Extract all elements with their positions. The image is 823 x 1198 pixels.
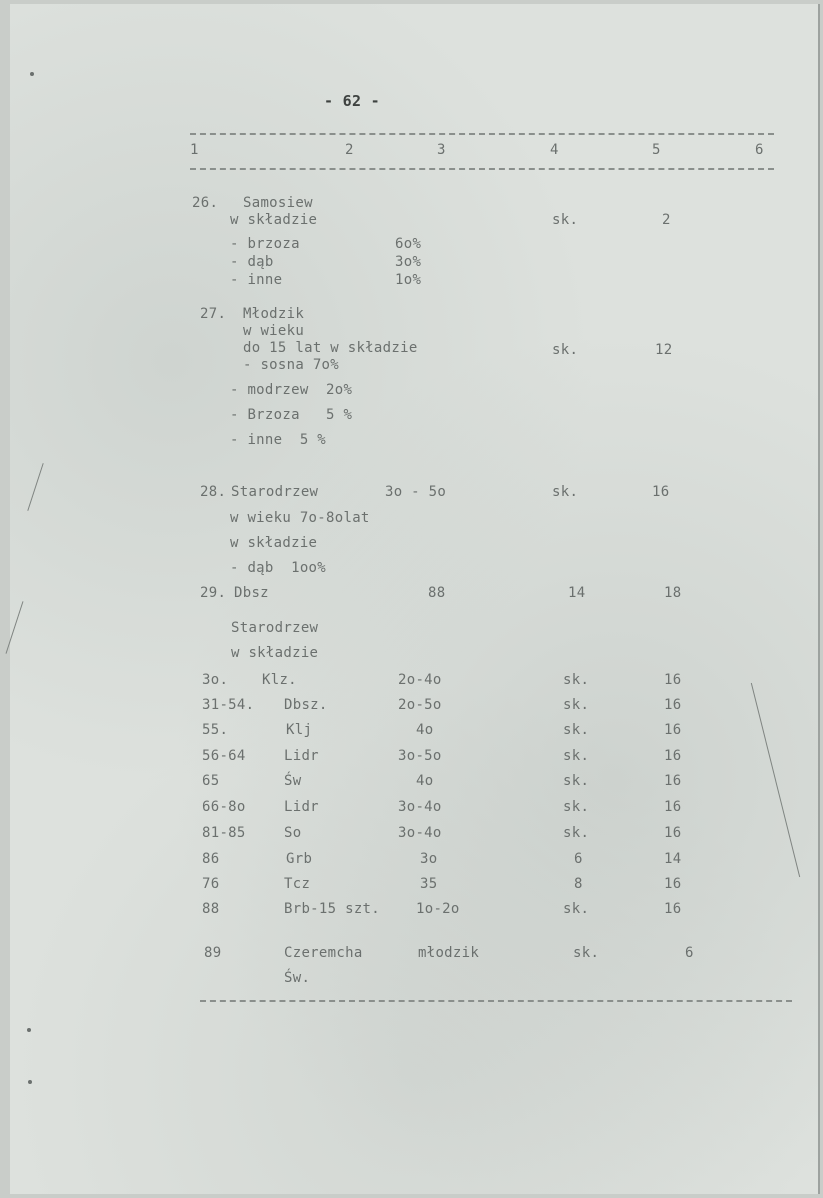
entry-line: w składzie bbox=[230, 212, 318, 228]
row-age: 3o-4o bbox=[398, 825, 442, 841]
row-age: 3o-5o bbox=[398, 748, 442, 764]
entry-name: Dbsz bbox=[234, 585, 269, 601]
row-age: 2o-4o bbox=[398, 672, 442, 688]
row-col4: sk. bbox=[563, 722, 590, 738]
row-col5: 16 bbox=[664, 825, 682, 841]
row-number: 86 bbox=[202, 851, 220, 867]
row-col5: 16 bbox=[664, 876, 682, 892]
row-number: 56-64 bbox=[202, 748, 246, 764]
row-species: So bbox=[284, 825, 302, 841]
row-number: 89 bbox=[204, 945, 222, 961]
row-col5: 6 bbox=[685, 945, 694, 961]
entry-line: w składzie bbox=[231, 645, 319, 661]
entry-share: 1o% bbox=[395, 272, 422, 288]
margin-mark bbox=[28, 1080, 32, 1084]
row-col4: sk. bbox=[573, 945, 600, 961]
entry-line: - dąb bbox=[230, 254, 274, 270]
row-age: 1o-2o bbox=[416, 901, 460, 917]
row-species: Lidr bbox=[284, 748, 319, 764]
entry-line: w wieku bbox=[243, 323, 305, 339]
row-number: 88 bbox=[202, 901, 220, 917]
entry-number: 26. bbox=[192, 195, 219, 211]
row-species: Lidr bbox=[284, 799, 319, 815]
row-col5: 16 bbox=[664, 748, 682, 764]
entry-col4: 14 bbox=[568, 585, 586, 601]
row-col4: sk. bbox=[563, 799, 590, 815]
row-age: 3o-4o bbox=[398, 799, 442, 815]
entry-col4: sk. bbox=[552, 212, 579, 228]
entry-line: - inne bbox=[230, 272, 283, 288]
entry-line: Młodzik bbox=[243, 306, 305, 322]
margin-mark bbox=[30, 72, 34, 76]
entry-line: - modrzew 2o% bbox=[230, 382, 353, 398]
entry-number: 27. bbox=[200, 306, 227, 322]
page-number: - 62 - bbox=[324, 92, 380, 110]
entry-line: w składzie bbox=[230, 535, 318, 551]
column-header-6: 6 bbox=[755, 142, 764, 158]
row-col4: sk. bbox=[563, 697, 590, 713]
row-species: Dbsz. bbox=[284, 697, 328, 713]
header-rule-top bbox=[190, 133, 774, 135]
row-number: 81-85 bbox=[202, 825, 246, 841]
column-header-5: 5 bbox=[652, 142, 661, 158]
row-species-continued: Św. bbox=[284, 970, 311, 986]
entry-line: Starodrzew bbox=[231, 620, 319, 636]
entry-line: - brzoza bbox=[230, 236, 300, 252]
entry-number: 29. bbox=[200, 585, 227, 601]
row-col5: 16 bbox=[664, 773, 682, 789]
row-species: Czeremcha bbox=[284, 945, 363, 961]
row-age: młodzik bbox=[418, 945, 480, 961]
margin-mark bbox=[27, 1028, 31, 1032]
row-age: 2o-5o bbox=[398, 697, 442, 713]
entry-line: Samosiew bbox=[243, 195, 313, 211]
row-age: 4o bbox=[416, 722, 434, 738]
row-number: 66-8o bbox=[202, 799, 246, 815]
row-col4: 8 bbox=[574, 876, 583, 892]
row-col5: 16 bbox=[664, 672, 682, 688]
row-number: 55. bbox=[202, 722, 229, 738]
row-age: 4o bbox=[416, 773, 434, 789]
entry-line: - dąb 1oo% bbox=[230, 560, 327, 576]
row-col5: 16 bbox=[664, 722, 682, 738]
row-col4: sk. bbox=[563, 901, 590, 917]
row-col5: 16 bbox=[664, 697, 682, 713]
row-species: Brb-15 szt. bbox=[284, 901, 381, 917]
row-number: 76 bbox=[202, 876, 220, 892]
row-col4: sk. bbox=[563, 672, 590, 688]
column-header-2: 2 bbox=[345, 142, 354, 158]
entry-col3: 3o - 5o bbox=[385, 484, 447, 500]
row-number: 31-54. bbox=[202, 697, 255, 713]
entry-col4: sk. bbox=[552, 342, 579, 358]
row-col4: 6 bbox=[574, 851, 583, 867]
row-species: Klz. bbox=[262, 672, 297, 688]
row-col4: sk. bbox=[563, 825, 590, 841]
row-col5: 16 bbox=[664, 901, 682, 917]
entry-col4: sk. bbox=[552, 484, 579, 500]
row-number: 65 bbox=[202, 773, 220, 789]
header-rule-bottom bbox=[190, 168, 774, 170]
entry-col5: 12 bbox=[655, 342, 673, 358]
entry-line: Starodrzew bbox=[231, 484, 319, 500]
entry-line: do 15 lat w składzie bbox=[243, 340, 418, 356]
entry-line: - Brzoza 5 % bbox=[230, 407, 353, 423]
document-page bbox=[10, 4, 820, 1194]
row-col4: sk. bbox=[563, 773, 590, 789]
column-header-3: 3 bbox=[437, 142, 446, 158]
row-col5: 14 bbox=[664, 851, 682, 867]
column-header-4: 4 bbox=[550, 142, 559, 158]
row-age: 3o bbox=[420, 851, 438, 867]
footer-rule bbox=[200, 1000, 792, 1002]
row-col4: sk. bbox=[563, 748, 590, 764]
entry-line: - sosna 7o% bbox=[243, 357, 340, 373]
row-species: Tcz bbox=[284, 876, 311, 892]
entry-line: w wieku 7o-8olat bbox=[230, 510, 370, 526]
row-number: 3o. bbox=[202, 672, 229, 688]
entry-col5: 16 bbox=[652, 484, 670, 500]
entry-col5: 18 bbox=[664, 585, 682, 601]
entry-line: - inne 5 % bbox=[230, 432, 327, 448]
row-species: Klj bbox=[286, 722, 313, 738]
entry-share: 6o% bbox=[395, 236, 422, 252]
row-species: Św bbox=[284, 773, 302, 789]
entry-number: 28. bbox=[200, 484, 227, 500]
entry-share: 3o% bbox=[395, 254, 422, 270]
column-header-1: 1 bbox=[190, 142, 199, 158]
row-age: 35 bbox=[420, 876, 438, 892]
entry-col5: 2 bbox=[662, 212, 671, 228]
entry-col3: 88 bbox=[428, 585, 446, 601]
row-species: Grb bbox=[286, 851, 313, 867]
row-col5: 16 bbox=[664, 799, 682, 815]
